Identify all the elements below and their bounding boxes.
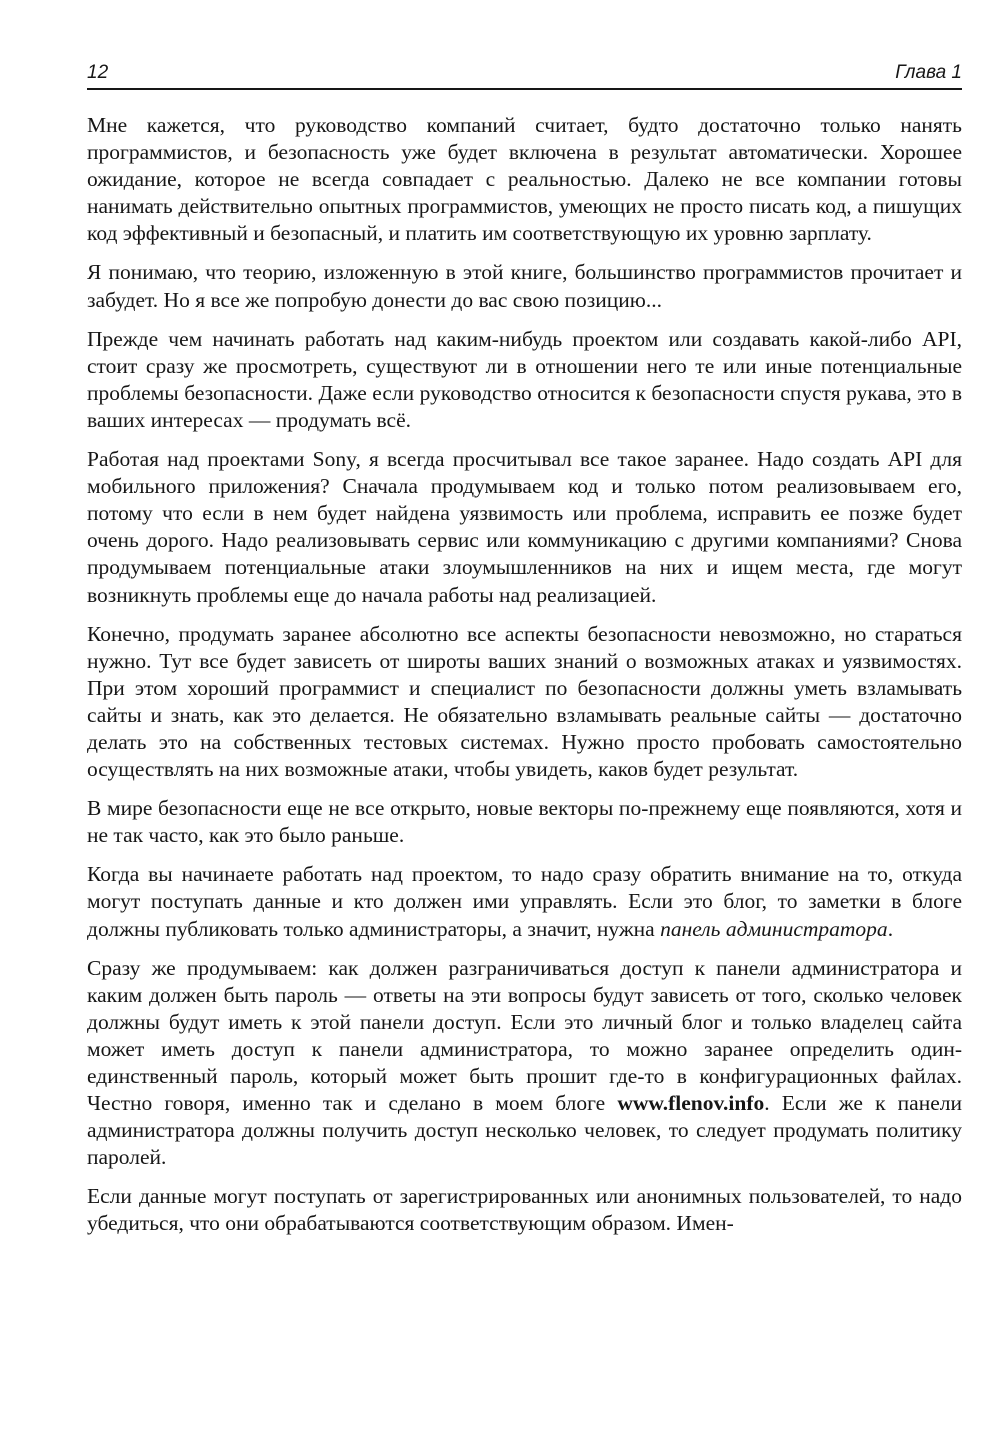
page-body bbox=[87, 112, 962, 1238]
paragraph-6: В мире безопасности еще не все открыто, новые векторы по-прежнему еще появляются, хотя и не так часто, как это было раньше. bbox=[87, 796, 962, 848]
paragraph-7-end: . bbox=[887, 916, 894, 941]
paragraph-5: Конечно, продумать заранее абсолютно все аспекты безопасности невозможно, но стараться нужно. Тут все будет зависеть от широты ваших знаний о возможных атаках и уязвимостях. При этом хороший программист и специалист по безопасности должны уметь взламывать сайты и знать, как это делается. Не обязательно взламывать реальные сайты — достаточно делать это на собственных тестовых системах. Нужно просто пробовать самостоятельно осуществлять на них возможные атаки, чтобы увидеть, каков будет результат. bbox=[87, 621, 962, 782]
running-header bbox=[87, 58, 962, 90]
paragraph-8 bbox=[87, 955, 962, 1172]
paragraph-3: Прежде чем начинать работать над каким-нибудь проектом или создавать какой-либо API, стоит сразу же просмотреть, существуют ли в отношении него те или иные потенциальные проблемы безопасности. Даже если руководство относится к безопасности спустя рукава, это в ваших интересах — продумать всё. bbox=[87, 326, 962, 432]
admin-panel-term: панель администратора bbox=[660, 916, 888, 941]
paragraph-1: Мне кажется, что руководство компаний считает, будто достаточно только нанять программистов, и безопасность уже будет включена в результат автоматически. Хорошее ожидание, которое не всегда совпадает с реальностью. Далеко не все компании готовы нанимать действительно опытных программистов, умеющих не просто писать код, а пишущих код эффективный и безопасный, и платить им соответствующую их уровню зарплату. bbox=[87, 113, 962, 246]
book-page bbox=[87, 58, 962, 1428]
paragraph-7 bbox=[87, 861, 962, 942]
paragraph-8-end: . Если же к панели администратора должны получить доступ несколько человек, то следует продумать политику паролей. bbox=[87, 1091, 962, 1170]
blog-url-link[interactable]: www.flenov.info bbox=[617, 1091, 765, 1116]
chapter-title: Глава 1 bbox=[895, 62, 962, 83]
paragraph-9: Если данные могут поступать от зарегистрированных или анонимных пользователей, то надо убедиться, что они обрабатываются соответствующим образом. Имен- bbox=[87, 1184, 962, 1236]
page-number: 12 bbox=[87, 62, 109, 83]
paragraph-8-text: Сразу же продумываем: как должен разграничиваться доступ к панели администратора и каким должен быть пароль — ответы на эти вопросы будут зависеть от того, сколько человек должны будут иметь к этой панели доступ. Если это личный блог и только владелец сайта может иметь доступ к панели администратора, то можно заранее определить один-единственный пароль, который может быть прошит где-то в конфигурационных файлах. Честно говоря, именно так и сделано в моем блоге bbox=[87, 955, 962, 1116]
paragraph-4: Работая над проектами Sony, я всегда просчитывал все такое заранее. Надо создать API для мобильного приложения? Сначала продумываем код и только потом реализовываем его, потому что если в нем будет найдена уязвимость или проблема, исправить ее позже будет очень дорого. Надо реализовывать сервис или коммуникацию с другими компаниями? Снова продумываем потенциальные атаки злоумышленников на них и ищем места, где могут возникнуть проблемы еще до начала работы над реализацией. bbox=[87, 447, 962, 607]
paragraph-7-text: Когда вы начинаете работать над проектом, то надо сразу обратить внимание на то, откуда могут поступать данные и кто должен ими управлять. Если это блог, то заметки в блоге должны публиковать только администраторы, а значит, нужна bbox=[87, 862, 962, 941]
paragraph-2: Я понимаю, что теорию, изложенную в этой книге, большинство программистов прочитает и забудет. Но я все же попробую донести до вас свою позицию... bbox=[87, 260, 962, 312]
